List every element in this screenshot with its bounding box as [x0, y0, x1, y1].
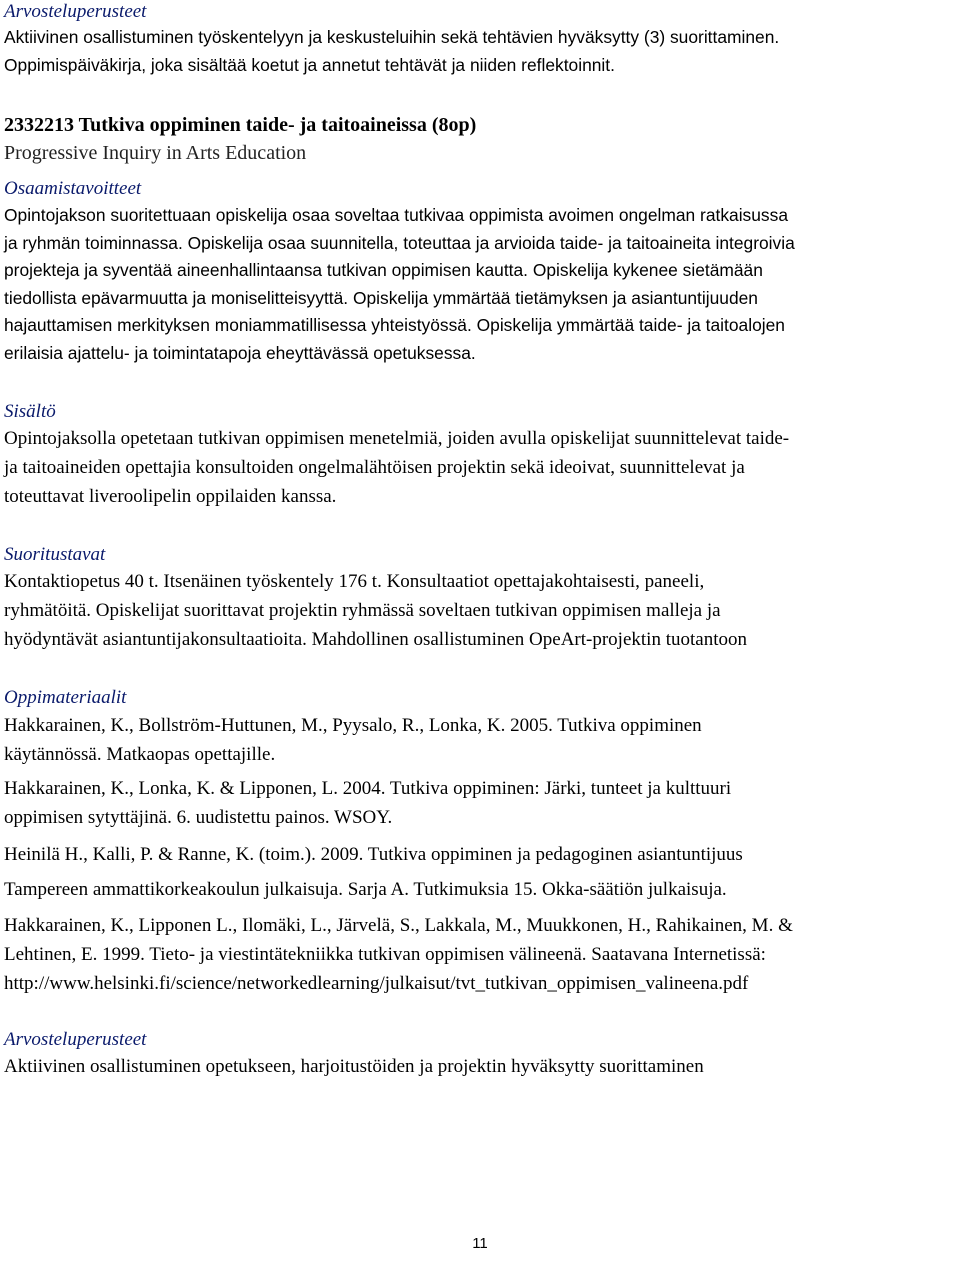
text-line: projekteja ja syventää aineenhallintaansa tutkivan oppimisen kautta. Opiskelija kykenee sietämään: [4, 260, 763, 280]
section-heading-oppimateriaalit: Oppimateriaalit: [4, 687, 127, 708]
section-heading-arvosteluperusteet-final: Arvosteluperusteet: [4, 1029, 147, 1050]
section-heading-suoritustavat: Suoritustavat: [4, 544, 106, 565]
osaamistavoitteet-text: [4, 202, 956, 367]
text-line: ryhmätöitä. Opiskelijat suorittavat projektin ryhmässä soveltaen tutkivan oppimisen malleja ja: [4, 600, 721, 621]
sisalto-text: [4, 424, 956, 511]
section-heading-osaamistavoitteet: Osaamistavoitteet: [4, 178, 142, 199]
course-english-title: Progressive Inquiry in Arts Education: [4, 142, 307, 164]
reference-item: [4, 875, 956, 904]
text-line: Aktiivinen osallistuminen opetukseen, harjoitustöiden ja projektin hyväksytty suorittaminen: [4, 1056, 704, 1077]
reference-item: [4, 840, 956, 869]
section-heading-arvosteluperusteet: Arvosteluperusteet: [4, 1, 147, 22]
text-line: Lehtinen, E. 1999. Tieto- ja viestintätekniikka tutkivan oppimisen välineenä. Saatavana Internetissä:: [4, 944, 766, 965]
text-line: Oppimispäiväkirja, joka sisältää koetut ja annetut tehtävät ja niiden reflektoinnit.: [4, 54, 615, 75]
text-line: ja taitoaineiden opettajia konsultoiden ongelmalähtöisen projektin sekä ideoivat, suunnittelevat ja: [4, 457, 745, 478]
text-line: Opintojaksolla opetetaan tutkivan oppimisen menetelmiä, joiden avulla opiskelijat suunnittelevat taide-: [4, 428, 790, 449]
reference-url: http://www.helsinki.fi/science/networkedlearning/julkaisut/tvt_tutkivan_oppimisen_valineena.pdf: [4, 973, 749, 994]
text-line: erilaisia ajattelu- ja toimintatapoja eheyttävässä opetuksessa.: [4, 342, 476, 363]
text-line: Opintojakson suoritettuaan opiskelija osaa soveltaa tutkivaa oppimista avoimen ongelman ratkaisussa: [4, 205, 788, 225]
text-line: hajauttamisen merkityksen moniammatillisessa yhteistyössä. Opiskelija ymmärtää taide- ja taitoalojen: [4, 315, 785, 335]
course-title: 2332213 Tutkiva oppiminen taide- ja taitoaineissa (8op): [4, 114, 477, 136]
text-line: Kontaktiopetus 40 t. Itsenäinen työskentely 176 t. Konsultaatiot opettajakohtaisesti, paneeli,: [4, 571, 705, 592]
section-heading-sisalto: Sisältö: [4, 401, 56, 422]
text-line: Hakkarainen, K., Bollström-Huttunen, M., Pyysalo, R., Lonka, K. 2005. Tutkiva oppiminen: [4, 715, 702, 736]
text-line: Heinilä H., Kalli, P. & Ranne, K. (toim.). 2009. Tutkiva oppiminen ja pedagoginen asiantuntijuus: [4, 844, 743, 865]
text-line: Hakkarainen, K., Lonka, K. & Lipponen, L. 2004. Tutkiva oppiminen: Järki, tunteet ja kulttuuri: [4, 778, 732, 799]
text-line: Hakkarainen, K., Lipponen L., Ilomäki, L., Järvelä, S., Lakkala, M., Muukkonen, H., Rahikainen, M. &: [4, 915, 793, 936]
text-line: ja ryhmän toiminnassa. Opiskelija osaa suunnitella, toteuttaa ja arvioida taide- ja taitoaineita integroivia: [4, 232, 795, 253]
text-line: käytännössä. Matkaopas opettajille.: [4, 744, 276, 765]
arvosteluperusteet-text: [4, 24, 956, 79]
reference-item: [4, 911, 956, 998]
suoritustavat-text: [4, 567, 956, 654]
text-line: tiedollista epävarmuutta ja moniselitteisyyttä. Opiskelija ymmärtää tietämyksen ja asiantuntijuuden: [4, 287, 758, 308]
page-number: 11: [472, 1235, 488, 1252]
text-line: Aktiivinen osallistuminen työskentelyyn ja keskusteluihin sekä tehtävien hyväksytty (3) suorittaminen.: [4, 27, 780, 47]
reference-item: [4, 774, 956, 832]
text-line: oppimisen sytyttäjinä. 6. uudistettu painos. WSOY.: [4, 807, 393, 828]
text-line: toteuttavat liveroolipelin oppilaiden kanssa.: [4, 486, 337, 507]
text-line: hyödyntävät asiantuntijakonsultaatioita. Mahdollinen osallistuminen OpeArt-projektin tuotantoon: [4, 629, 747, 650]
reference-item: [4, 711, 956, 769]
text-line: Tampereen ammattikorkeakoulun julkaisuja. Sarja A. Tutkimuksia 15. Okka-säätiön julkaisuja.: [4, 879, 727, 900]
